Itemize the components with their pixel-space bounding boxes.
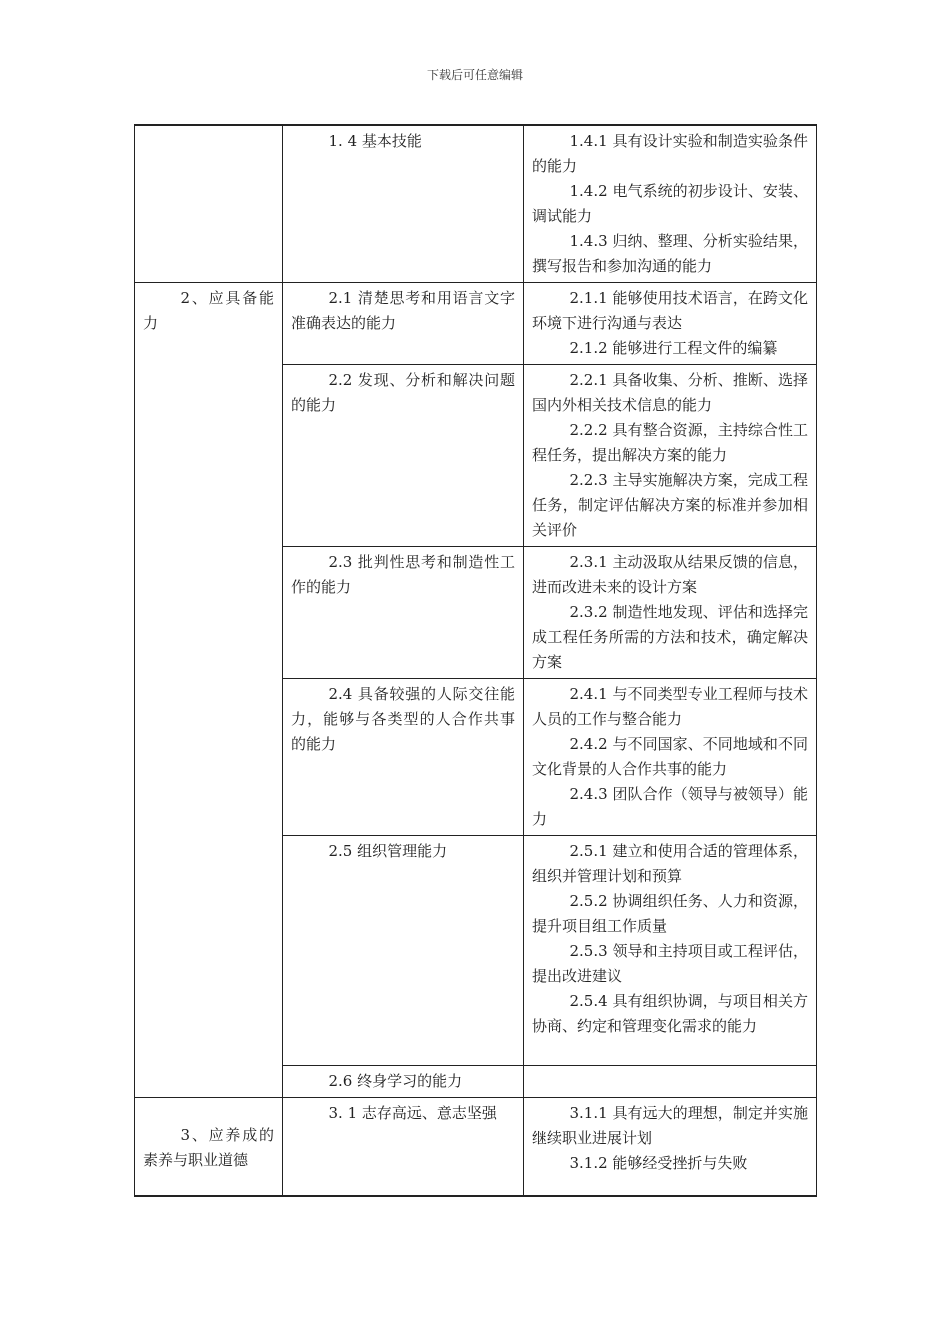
subcategory-cell: [283, 679, 524, 836]
item-text: 2.1.2 能够进行工程文件的编纂: [569, 339, 778, 357]
items-cell: [524, 365, 817, 547]
table-row: [135, 283, 817, 365]
subcategory-text: 2.2 发现、分析和解决问题的能力: [291, 371, 515, 414]
subcategory-text: 1. 4 基本技能: [328, 132, 422, 150]
subcategory-cell: [283, 283, 524, 365]
item-text: 3.1.1 具有远大的理想，制定并实施继续职业进展计划: [532, 1104, 808, 1147]
item-text: 2.5.2 协调组织任务、人力和资源，提升项目组工作质量: [532, 892, 808, 935]
item-text: 2.5.1 建立和使用合适的管理体系，组织并管理计划和预算: [532, 842, 808, 885]
subcategory-text: 2.5 组织管理能力: [328, 842, 448, 860]
subcategory-cell: [283, 365, 524, 547]
subcategory-cell: [283, 1098, 524, 1196]
items-cell: [524, 679, 817, 836]
subcategory-cell: [283, 547, 524, 679]
category-cell: [135, 1098, 283, 1196]
item-text: 2.5.3 领导和主持项目或工程评估，提出改进建议: [532, 942, 808, 985]
item-text: 3.1.2 能够经受挫折与失败: [569, 1154, 748, 1172]
subcategory-cell: [283, 1066, 524, 1098]
category-cell: [135, 283, 283, 1098]
items-cell: [524, 547, 817, 679]
items-cell: [524, 283, 817, 365]
items-cell: [524, 125, 817, 283]
subcategory-text: 2.6 终身学习的能力: [328, 1072, 463, 1090]
item-text: 2.5.4 具有组织协调，与项目相关方协商、约定和管理变化需求的能力: [532, 992, 808, 1035]
items-cell: [524, 836, 817, 1066]
page-header: 下载后可任意编辑: [426, 68, 523, 82]
subcategory-cell: [283, 836, 524, 1066]
item-text: 2.4.2 与不同国家、不同地域和不同文化背景的人合作共事的能力: [532, 735, 808, 778]
subcategory-text: 2.3 批判性思考和制造性工作的能力: [291, 553, 515, 596]
category-cell-empty: [135, 125, 283, 283]
item-text: 2.2.1 具备收集、分析、推断、选择国内外相关技术信息的能力: [532, 371, 808, 414]
table-row: [135, 125, 817, 283]
subcategory-text: 2.1 清楚思考和用语言文字准确表达的能力: [291, 289, 515, 332]
subcategory-cell: [283, 125, 524, 283]
item-text: 1.4.2 电气系统的初步设计、安装、调试能力: [532, 182, 808, 225]
item-text: 1.4.1 具有设计实验和制造实验条件的能力: [532, 132, 808, 175]
item-text: 2.4.3 团队合作（领导与被领导）能力: [532, 785, 808, 828]
item-text: 2.2.2 具有整合资源，主持综合性工程任务，提出解决方案的能力: [532, 421, 808, 464]
subcategory-text: 3. 1 志存高远、意志坚强: [328, 1104, 497, 1122]
item-text: 1.4.3 归纳、整理、分析实验结果，撰写报告和参加沟通的能力: [532, 232, 808, 275]
table-row: [135, 1098, 817, 1196]
items-cell: [524, 1098, 817, 1196]
item-text: 2.4.1 与不同类型专业工程师与技术人员的工作与整合能力: [532, 685, 808, 728]
item-text: 2.1.1 能够使用技术语言，在跨文化环境下进行沟通与表达: [532, 289, 808, 332]
category-text: 2、应具备能力: [143, 289, 274, 332]
item-text: 2.3.2 制造性地发现、评估和选择完成工程任务所需的方法和技术，确定解决方案: [532, 603, 808, 671]
category-text: 3、应养成的素养与职业道德: [143, 1126, 274, 1169]
item-text: 2.2.3 主导实施解决方案，完成工程任务，制定评估解决方案的标准并参加相关评价: [532, 471, 808, 539]
item-text: 2.3.1 主动汲取从结果反馈的信息，进而改进未来的设计方案: [532, 553, 808, 596]
subcategory-text: 2.4 具备较强的人际交往能力，能够与各类型的人合作共事的能力: [291, 685, 515, 753]
items-cell-empty: [524, 1066, 817, 1098]
curriculum-table: [134, 124, 817, 1197]
